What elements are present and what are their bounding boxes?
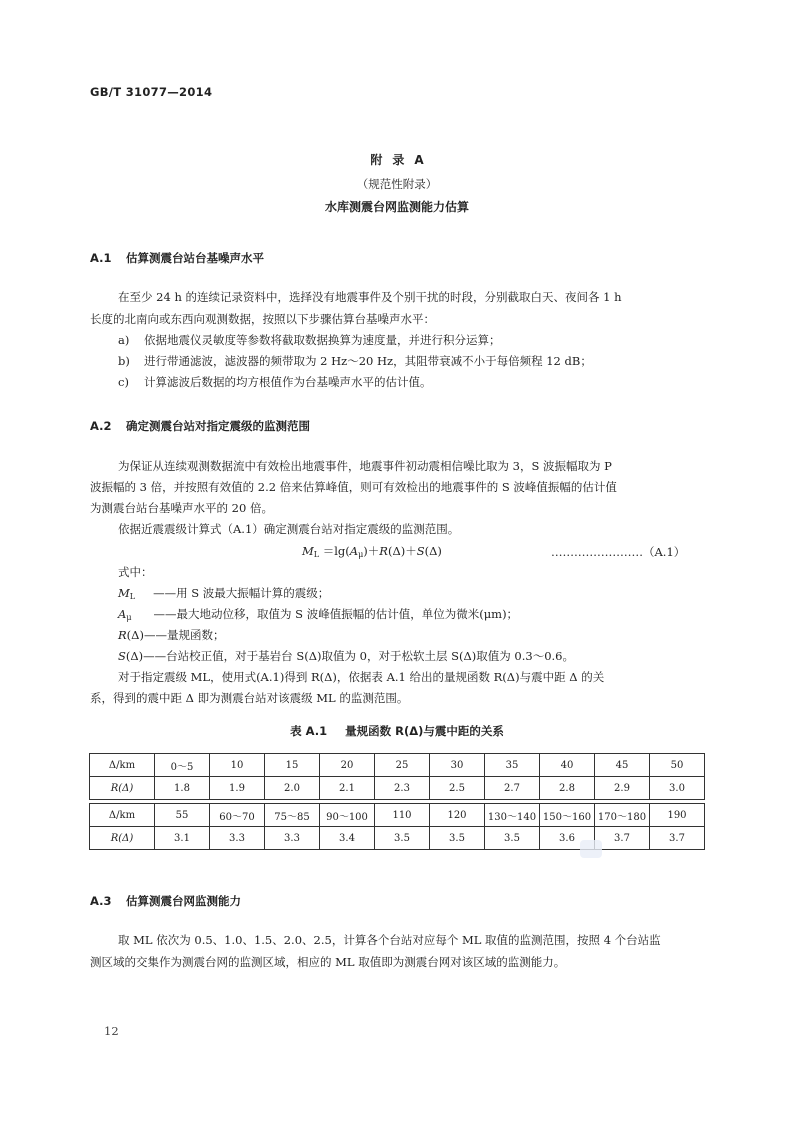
table-cell: 3.6: [540, 827, 595, 850]
section-a3-heading: A.3 估算测震台网监测能力: [90, 894, 241, 908]
data-table-part-2: [89, 803, 705, 850]
section-a3-paragraph-line: 取 ML 依次为 0.5、1.0、1.5、2.0、2.5，计算各个台站对应每个 ML 取值的监测范围，按照 4 个台站监: [118, 933, 661, 947]
table-cell: 170～180: [595, 804, 650, 827]
table-cell: 30: [430, 754, 485, 777]
table-cell: 55: [155, 804, 210, 827]
table-row: [90, 827, 705, 850]
table-cell: 50: [650, 754, 705, 777]
table-cell: 2.3: [375, 777, 430, 800]
table-cell: 3.5: [485, 827, 540, 850]
formula-number: ……………………（A.1）: [551, 545, 686, 559]
table-cell: 25: [375, 754, 430, 777]
table-cell: 1.9: [210, 777, 265, 800]
section-a1-paragraph-line: 长度的北南向或东西向观测数据，按照以下步骤估算台基噪声水平：: [90, 312, 435, 326]
definition-s: S(Δ)——台站校正值，对于基岩台 S(Δ)取值为 0，对于松软土层 S(Δ)取值为 0.3～0.6。: [118, 649, 574, 663]
section-a2-paragraph-line: 系，得到的震中距 Δ 即为测震台站对该震级 ML 的监测范围。: [90, 691, 409, 705]
table-cell: 3.3: [210, 827, 265, 850]
table-cell: 2.8: [540, 777, 595, 800]
table-cell: 60～70: [210, 804, 265, 827]
table-row: [90, 754, 705, 777]
formula-a1: $M_L =\lg(A_\mu)+R(\Delta)+S(\Delta)$: [302, 544, 442, 559]
section-a2-paragraph-line: 对于指定震级 ML，使用式(A.1)得到 R(Δ)，依据表 A.1 给出的量规函数 R(Δ)与震中距 Δ 的关: [118, 670, 605, 684]
table-cell: 190: [650, 804, 705, 827]
watermark-icon: [580, 840, 602, 858]
table-row: [90, 804, 705, 827]
section-a2-paragraph-line: 为测震台站台基噪声水平的 20 倍。: [90, 501, 273, 515]
table-cell: 2.5: [430, 777, 485, 800]
definition-ml: $M_L$ ——用 S 波最大振幅计算的震级；: [118, 586, 330, 601]
section-a3-paragraph-line: 测区域的交集作为测震台网的监测区域，相应的 ML 取值即为测震台网对该区域的监测能力。: [90, 955, 566, 969]
table-cell: 2.1: [320, 777, 375, 800]
table-cell: 150～160: [540, 804, 595, 827]
page-number: 12: [104, 1024, 119, 1038]
table-header-cell: R(Δ): [90, 827, 155, 850]
table-cell: 3.7: [650, 827, 705, 850]
table-cell: 3.5: [375, 827, 430, 850]
table-cell: 10: [210, 754, 265, 777]
table-cell: 2.0: [265, 777, 320, 800]
table-cell: 130～140: [485, 804, 540, 827]
table-header-cell: Δ/km: [90, 804, 155, 827]
table-cell: 3.0: [650, 777, 705, 800]
table-cell: 45: [595, 754, 650, 777]
table-cell: 120: [430, 804, 485, 827]
table-cell: 0～5: [155, 754, 210, 777]
table-cell: 1.8: [155, 777, 210, 800]
where-label: 式中：: [118, 565, 153, 579]
section-a1-paragraph-line: 在至少 24 h 的连续记录资料中，选择没有地震事件及个别干扰的时段，分别截取白天、夜间各 1 h: [118, 290, 622, 304]
section-a1-heading: A.1 估算测震台站台基噪声水平: [90, 251, 264, 265]
table-cell: 90～100: [320, 804, 375, 827]
table-cell: 3.5: [430, 827, 485, 850]
table-cell: 2.9: [595, 777, 650, 800]
table-cell: 40: [540, 754, 595, 777]
list-item: a) 依据地震仪灵敏度等参数将截取数据换算为速度量，并进行积分运算；: [118, 333, 501, 347]
data-table-part-1: [89, 753, 705, 800]
table-cell: 15: [265, 754, 320, 777]
table-cell: 2.7: [485, 777, 540, 800]
section-a2-heading: A.2 确定测震台站对指定震级的监测范围: [90, 419, 310, 433]
section-a2-paragraph-line: 为保证从连续观测数据流中有效检出地震事件，地震事件初动震相信噪比取为 3，S 波振幅取为 P: [118, 459, 612, 473]
table-cell: 75～85: [265, 804, 320, 827]
table-caption: 表 A.1 量规函数 R(Δ)与震中距的关系: [290, 724, 504, 738]
list-item: b) 进行带通滤波，滤波器的频带取为 2 Hz～20 Hz，其阻带衰减不小于每倍频程 12 dB；: [118, 354, 592, 368]
table-cell: 3.4: [320, 827, 375, 850]
table-header-cell: R(Δ): [90, 777, 155, 800]
table-cell: 3.7: [595, 827, 650, 850]
table-header-cell: Δ/km: [90, 754, 155, 777]
appendix-name: 水库测震台网监测能力估算: [324, 200, 469, 214]
section-a2-paragraph-line: 波振幅的 3 倍，并按照有效值的 2.2 倍来估算峰值，则可有效检出的地震事件的 S 波峰值振幅的估计值: [90, 480, 617, 494]
list-item: c) 计算滤波后数据的均方根值作为台基噪声水平的估计值。: [118, 375, 432, 389]
appendix-title: 附 录 A: [370, 153, 424, 167]
appendix-type: （规范性附录）: [356, 177, 438, 191]
table-cell: 3.1: [155, 827, 210, 850]
table-cell: 20: [320, 754, 375, 777]
table-row: [90, 777, 705, 800]
definition-r: R(Δ)——量规函数；: [118, 628, 225, 642]
section-a2-paragraph-line: 依据近震震级计算式（A.1）确定测震台站对指定震级的监测范围。: [118, 522, 460, 536]
table-cell: 110: [375, 804, 430, 827]
definition-amplitude: $A_\mu$ ——最大地动位移，取值为 S 波峰值振幅的估计值，单位为微米(μm)；: [118, 607, 519, 622]
table-cell: 35: [485, 754, 540, 777]
table-cell: 3.3: [265, 827, 320, 850]
standard-code: GB/T 31077—2014: [90, 85, 213, 99]
